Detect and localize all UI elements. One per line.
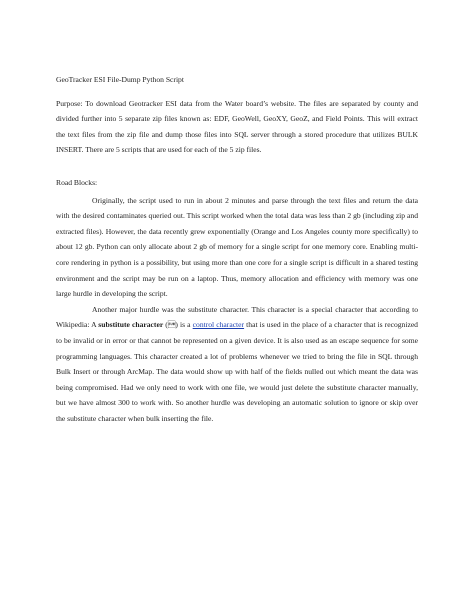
para2-intro: Another major hurdle was the substitute character. This character is a special character that according to Wikipedia: A <box>56 304 418 330</box>
substitute-character-paragraph <box>56 302 418 427</box>
control-character-link[interactable]: control character <box>192 320 245 330</box>
document-title: GeoTracker ESI File-Dump Python Script <box>56 75 184 84</box>
substitute-character-term: substitute character <box>98 320 164 330</box>
substitute-glyph-text: () is a <box>163 320 193 330</box>
purpose-paragraph: Purpose: To download Geotracker ESI data from the Water board’s website. The files are separated by county and divided further into 5 separate zip files known as: EDF, GeoWell, GeoXY, GeoZ, and Field Points. This will extract the text files from the zip file and dump those files into SQL server through a stored procedure that utilizes BULK INSERT. There are 5 scripts that are used for each of the 5 zip files. <box>56 98 418 155</box>
para2-rest: that is used in the place of a character that is recognized to be invalid or in error or that cannot be represented on a given device. It is also used as an escape sequence for some programming languages. This character created a lot of problems whenever we tried to bring the file in SQL through Bulk Insert or through ArcMap. The data would show up with half of the fields nulled out which meant the data was being compromised. Had we only need to work with one file, we would just delete the substitute character manually, but we have almost 300 to work with. So another hurdle was developing an automatic solution to ignore or skip over the substitute character when bulk inserting the file. <box>56 320 418 423</box>
memory-paragraph: Originally, the script used to run in about 2 minutes and parse through the text files and return the data with the desired contaminates queried out. This script worked when the total data was less than 2 gb (including zip and extracted files). However, the data recently grew exponentially (Orange and Los Angeles county more specifically) to about 12 gb. Python can only allocate about 2 gb of memory for a single script for one memory core. Enabling multi-core rendering in python is a possibility, but using more than one core for a single script is difficult in a shared testing environment and the script may be run on a laptop. Thus, memory allocation and efficiency with memory was one large hurdle in developing the script. <box>56 195 418 299</box>
roadblocks-heading: Road Blocks: <box>56 177 98 187</box>
